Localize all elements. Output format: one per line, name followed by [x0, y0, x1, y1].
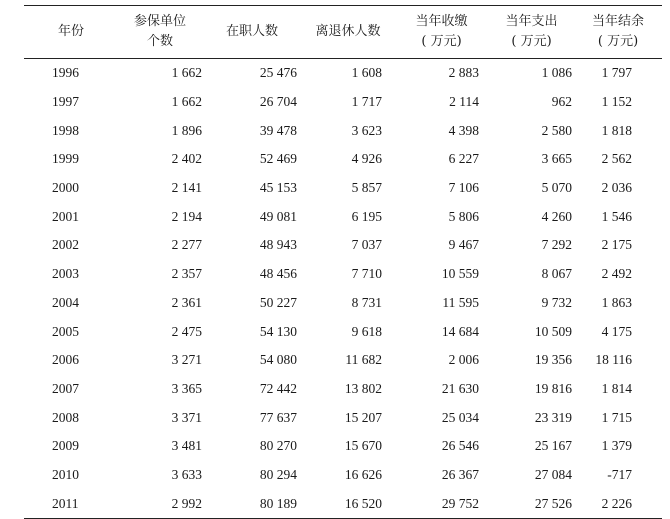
annual-income-cell: 6 227 — [448, 151, 479, 167]
active-staff-cell: 54 080 — [259, 352, 297, 368]
active-staff-cell: 77 637 — [259, 409, 297, 425]
annual-expense-cell: 25 167 — [534, 438, 572, 454]
retirees-cell: 4 926 — [351, 151, 382, 167]
annual-balance-cell: 2 226 — [601, 495, 632, 511]
annual-expense-cell: 4 260 — [541, 208, 572, 224]
insured-units-cell: 2 402 — [171, 151, 202, 167]
insured-units-cell: 2 475 — [171, 323, 202, 339]
annual-balance-cell: 2 036 — [601, 180, 632, 196]
insured-units-cell: 1 896 — [171, 122, 202, 138]
retirees-cell: 16 520 — [344, 495, 382, 511]
year-cell: 2009 — [52, 438, 79, 454]
retirees-cell: 1 717 — [351, 94, 382, 110]
table-row — [24, 145, 662, 174]
table-body — [24, 59, 662, 519]
annual-balance-cell: 1 863 — [601, 294, 632, 310]
annual-income-cell: 29 752 — [441, 495, 479, 511]
table-row — [24, 59, 662, 88]
annual-balance-cell: 1 546 — [601, 208, 632, 224]
year-cell: 2006 — [52, 352, 79, 368]
table-row — [24, 289, 662, 318]
statistics-table — [24, 5, 662, 519]
year-cell: 2004 — [52, 294, 79, 310]
active-staff-cell: 54 130 — [259, 323, 297, 339]
insured-units-cell: 2 277 — [171, 237, 202, 253]
annual-balance-cell: 2 562 — [601, 151, 632, 167]
annual-income-cell: 2 006 — [448, 352, 479, 368]
table-row — [24, 174, 662, 203]
annual-balance-cell: 1 715 — [601, 409, 632, 425]
annual-income-cell: 9 467 — [448, 237, 479, 253]
table-row — [24, 260, 662, 289]
header-active-staff — [202, 6, 302, 59]
active-staff-cell: 48 456 — [259, 266, 297, 282]
table-row — [24, 202, 662, 231]
annual-balance-cell: 1 818 — [601, 122, 632, 138]
header-insured-units-line: 参保单位 — [133, 14, 186, 29]
retirees-cell: 15 670 — [344, 438, 382, 454]
annual-balance-cell: 4 175 — [601, 323, 632, 339]
header-insured-units-line: 个数 — [146, 34, 173, 49]
year-cell: 2011 — [52, 495, 79, 511]
table-row — [24, 432, 662, 461]
annual-balance-cell: 1 152 — [601, 94, 632, 110]
header-annual-balance-line: 当年结余 — [591, 14, 644, 29]
table-row — [24, 88, 662, 117]
annual-expense-cell: 10 509 — [534, 323, 572, 339]
header-retirees — [302, 6, 394, 59]
active-staff-cell: 26 704 — [259, 94, 297, 110]
year-cell: 1998 — [52, 122, 79, 138]
retirees-cell: 3 623 — [351, 122, 382, 138]
header-retirees-line: 离退休人数 — [315, 24, 381, 39]
retirees-cell: 6 195 — [351, 208, 382, 224]
year-cell: 2007 — [52, 380, 79, 396]
annual-income-cell: 21 630 — [441, 380, 479, 396]
active-staff-cell: 52 469 — [259, 151, 297, 167]
data-table-container — [24, 5, 662, 519]
annual-expense-cell: 23 319 — [534, 409, 572, 425]
insured-units-cell: 2 361 — [171, 294, 202, 310]
year-cell: 2001 — [52, 208, 79, 224]
active-staff-cell: 45 153 — [259, 180, 297, 196]
year-cell: 2002 — [52, 237, 79, 253]
year-cell: 2008 — [52, 409, 79, 425]
table-row — [24, 403, 662, 432]
active-staff-cell: 80 189 — [259, 495, 297, 511]
retirees-cell: 1 608 — [351, 65, 382, 81]
retirees-cell: 16 626 — [344, 466, 382, 482]
annual-expense-cell: 5 070 — [541, 180, 572, 196]
header-year — [24, 6, 118, 59]
header-active-staff-line: 在职人数 — [225, 24, 278, 39]
insured-units-cell: 1 662 — [171, 94, 202, 110]
annual-income-cell: 14 684 — [441, 323, 479, 339]
annual-expense-cell: 19 816 — [534, 380, 572, 396]
retirees-cell: 7 710 — [351, 266, 382, 282]
insured-units-cell: 3 481 — [171, 438, 202, 454]
annual-expense-cell: 27 526 — [534, 495, 572, 511]
table-row — [24, 461, 662, 490]
annual-balance-cell: -717 — [607, 466, 632, 482]
annual-balance-cell: 1 797 — [601, 65, 632, 81]
retirees-cell: 13 802 — [344, 380, 382, 396]
header-annual-income-line: 当年收缴 — [415, 14, 468, 29]
header-insured-units — [118, 6, 202, 59]
header-annual-expense-line: 当年支出 — [505, 14, 558, 29]
table-row — [24, 489, 662, 518]
annual-expense-cell: 27 084 — [534, 466, 572, 482]
retirees-cell: 5 857 — [351, 180, 382, 196]
header-annual-income-line: ( 万元) — [421, 34, 462, 49]
header-row — [24, 6, 662, 59]
insured-units-cell: 1 662 — [171, 65, 202, 81]
year-cell: 2000 — [52, 180, 79, 196]
annual-income-cell: 7 106 — [448, 180, 479, 196]
table-row — [24, 375, 662, 404]
annual-income-cell: 10 559 — [441, 266, 479, 282]
retirees-cell: 15 207 — [344, 409, 382, 425]
annual-balance-cell: 18 116 — [595, 352, 632, 368]
table-row — [24, 116, 662, 145]
active-staff-cell: 48 943 — [259, 237, 297, 253]
annual-expense-cell: 19 356 — [534, 352, 572, 368]
annual-expense-cell: 1 086 — [541, 65, 572, 81]
retirees-cell: 8 731 — [351, 294, 382, 310]
table-row — [24, 346, 662, 375]
annual-expense-cell: 8 067 — [541, 266, 572, 282]
insured-units-cell: 3 271 — [171, 352, 202, 368]
annual-balance-cell: 2 175 — [601, 237, 632, 253]
insured-units-cell: 3 633 — [171, 466, 202, 482]
table-header — [24, 6, 662, 59]
table-row — [24, 231, 662, 260]
header-annual-balance — [574, 6, 662, 59]
annual-income-cell: 2 114 — [449, 94, 479, 110]
annual-income-cell: 4 398 — [448, 122, 479, 138]
year-cell: 1999 — [52, 151, 79, 167]
annual-expense-cell: 962 — [551, 94, 572, 110]
annual-balance-cell: 1 814 — [601, 380, 632, 396]
retirees-cell: 9 618 — [351, 323, 382, 339]
annual-expense-cell: 3 665 — [541, 151, 572, 167]
insured-units-cell: 2 357 — [171, 266, 202, 282]
year-cell: 1996 — [52, 65, 79, 81]
retirees-cell: 11 682 — [345, 352, 382, 368]
active-staff-cell: 50 227 — [259, 294, 297, 310]
retirees-cell: 7 037 — [351, 237, 382, 253]
insured-units-cell: 2 992 — [171, 495, 202, 511]
annual-income-cell: 25 034 — [441, 409, 479, 425]
year-cell: 2005 — [52, 323, 79, 339]
annual-income-cell: 11 595 — [442, 294, 479, 310]
annual-expense-cell: 2 580 — [541, 122, 572, 138]
insured-units-cell: 2 194 — [171, 208, 202, 224]
header-year-line: 年份 — [57, 24, 84, 39]
annual-balance-cell: 1 379 — [601, 438, 632, 454]
annual-balance-cell: 2 492 — [601, 266, 632, 282]
header-annual-expense-line: ( 万元) — [511, 34, 552, 49]
active-staff-cell: 25 476 — [259, 65, 297, 81]
active-staff-cell: 80 270 — [259, 438, 297, 454]
active-staff-cell: 39 478 — [259, 122, 297, 138]
annual-income-cell: 5 806 — [448, 208, 479, 224]
table-row — [24, 317, 662, 346]
annual-income-cell: 26 546 — [441, 438, 479, 454]
year-cell: 2010 — [52, 466, 79, 482]
insured-units-cell: 3 371 — [171, 409, 202, 425]
year-cell: 1997 — [52, 94, 79, 110]
insured-units-cell: 2 141 — [171, 180, 202, 196]
header-annual-income — [394, 6, 489, 59]
header-annual-expense — [489, 6, 574, 59]
year-cell: 2003 — [52, 266, 79, 282]
annual-expense-cell: 7 292 — [541, 237, 572, 253]
insured-units-cell: 3 365 — [171, 380, 202, 396]
annual-income-cell: 26 367 — [441, 466, 479, 482]
active-staff-cell: 80 294 — [259, 466, 297, 482]
header-annual-balance-line: ( 万元) — [597, 34, 639, 49]
active-staff-cell: 49 081 — [259, 208, 297, 224]
active-staff-cell: 72 442 — [259, 380, 297, 396]
annual-income-cell: 2 883 — [448, 65, 479, 81]
annual-expense-cell: 9 732 — [541, 294, 572, 310]
